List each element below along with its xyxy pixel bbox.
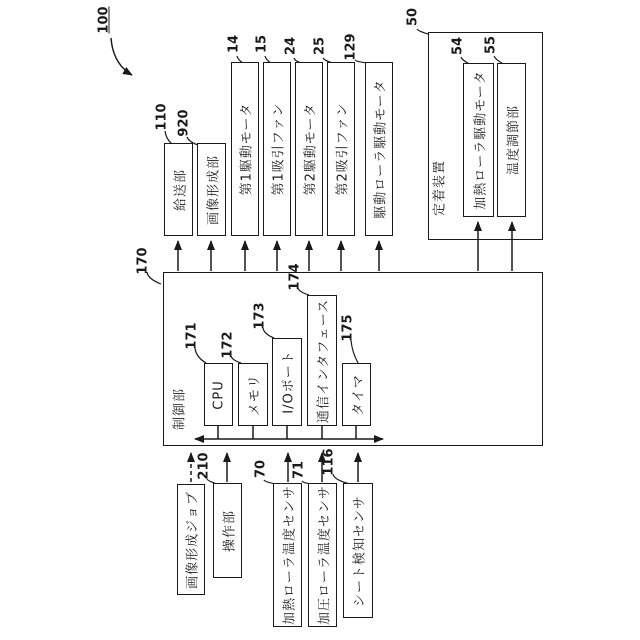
ref-70: 70 bbox=[253, 459, 269, 479]
box-temperature-control-unit bbox=[497, 63, 526, 217]
ref-210: 210 bbox=[196, 452, 212, 480]
second-drive-motor-label: 第2駆動モータ bbox=[303, 102, 319, 196]
box-operation-unit bbox=[213, 483, 242, 578]
ref-54: 54 bbox=[450, 36, 466, 56]
fixing-device-label: 定着装置 bbox=[432, 159, 448, 217]
ref-25: 25 bbox=[312, 36, 328, 56]
box-heating-roller-drive-motor bbox=[463, 63, 494, 217]
box-heating-roller-temperature-sensor bbox=[273, 483, 302, 627]
second-suction-fan-label: 第2吸引ファン bbox=[335, 102, 351, 196]
box-memory bbox=[238, 363, 268, 426]
sheet-detection-sensor-label: シート検知センサ bbox=[352, 494, 368, 607]
temperature-control-unit-label: 温度調節部 bbox=[506, 104, 521, 176]
ref-170: 170 bbox=[135, 247, 151, 275]
ref-173: 173 bbox=[252, 302, 268, 330]
box-first-suction-fan bbox=[263, 62, 291, 236]
memory-label: メモリ bbox=[247, 373, 263, 416]
pressure-roller-temperature-sensor-label: 加圧ローラ温度センサ bbox=[317, 484, 332, 626]
control-unit-label: 制御部 bbox=[172, 387, 188, 431]
first-suction-fan-label: 第1吸引ファン bbox=[271, 102, 287, 196]
box-io-port bbox=[272, 338, 302, 426]
io-port-label: I/Oポート bbox=[281, 350, 297, 414]
ref-55: 55 bbox=[483, 35, 499, 55]
ref-175: 175 bbox=[340, 314, 356, 342]
figure-ref-label: 100 bbox=[96, 6, 112, 34]
box-second-drive-motor bbox=[295, 62, 323, 236]
ref-71: 71 bbox=[291, 460, 307, 480]
image-forming-job-label: 画像形成ジョブ bbox=[185, 490, 201, 589]
ref-116: 116 bbox=[321, 448, 337, 476]
timer-label: タイマ bbox=[351, 373, 366, 416]
heating-roller-temperature-sensor-label: 加熱ローラ温度センサ bbox=[282, 484, 297, 626]
box-second-suction-fan bbox=[327, 62, 355, 236]
ref-110: 110 bbox=[154, 103, 170, 131]
box-timer bbox=[342, 363, 371, 426]
box-first-drive-motor bbox=[231, 62, 259, 236]
ref-129: 129 bbox=[343, 33, 359, 61]
communication-interface-label: 通信インタフェース bbox=[316, 298, 332, 423]
box-paper-feed-unit bbox=[164, 143, 193, 236]
box-sheet-detection-sensor bbox=[343, 483, 373, 618]
ref-24: 24 bbox=[283, 36, 299, 56]
ref-920: 920 bbox=[176, 109, 192, 137]
box-drive-roller-drive-motor bbox=[365, 62, 393, 236]
first-drive-motor-label: 第1駆動モータ bbox=[239, 102, 255, 196]
paper-feed-unit-label: 給送部 bbox=[173, 168, 188, 211]
box-cpu bbox=[204, 363, 233, 426]
box-image-forming-unit bbox=[197, 143, 226, 236]
ref-172: 172 bbox=[220, 331, 236, 359]
operation-unit-label: 操作部 bbox=[222, 509, 237, 552]
ref-14: 14 bbox=[226, 34, 242, 54]
heating-roller-drive-motor-label: 加熱ローラ駆動モータ bbox=[473, 70, 488, 210]
ref-15: 15 bbox=[254, 34, 270, 54]
box-communication-interface bbox=[307, 295, 337, 426]
ref-50: 50 bbox=[405, 7, 421, 27]
box-image-forming-job bbox=[177, 484, 205, 595]
ref-171: 171 bbox=[184, 322, 200, 350]
ref-174: 174 bbox=[287, 263, 303, 291]
box-pressure-roller-temperature-sensor bbox=[308, 483, 337, 627]
image-forming-unit-label: 画像形成部 bbox=[206, 154, 221, 225]
drive-roller-drive-motor-label: 駆動ローラ駆動モータ bbox=[373, 79, 389, 219]
figure-ref-arrow bbox=[111, 38, 132, 75]
cpu-label: CPU bbox=[211, 379, 226, 410]
